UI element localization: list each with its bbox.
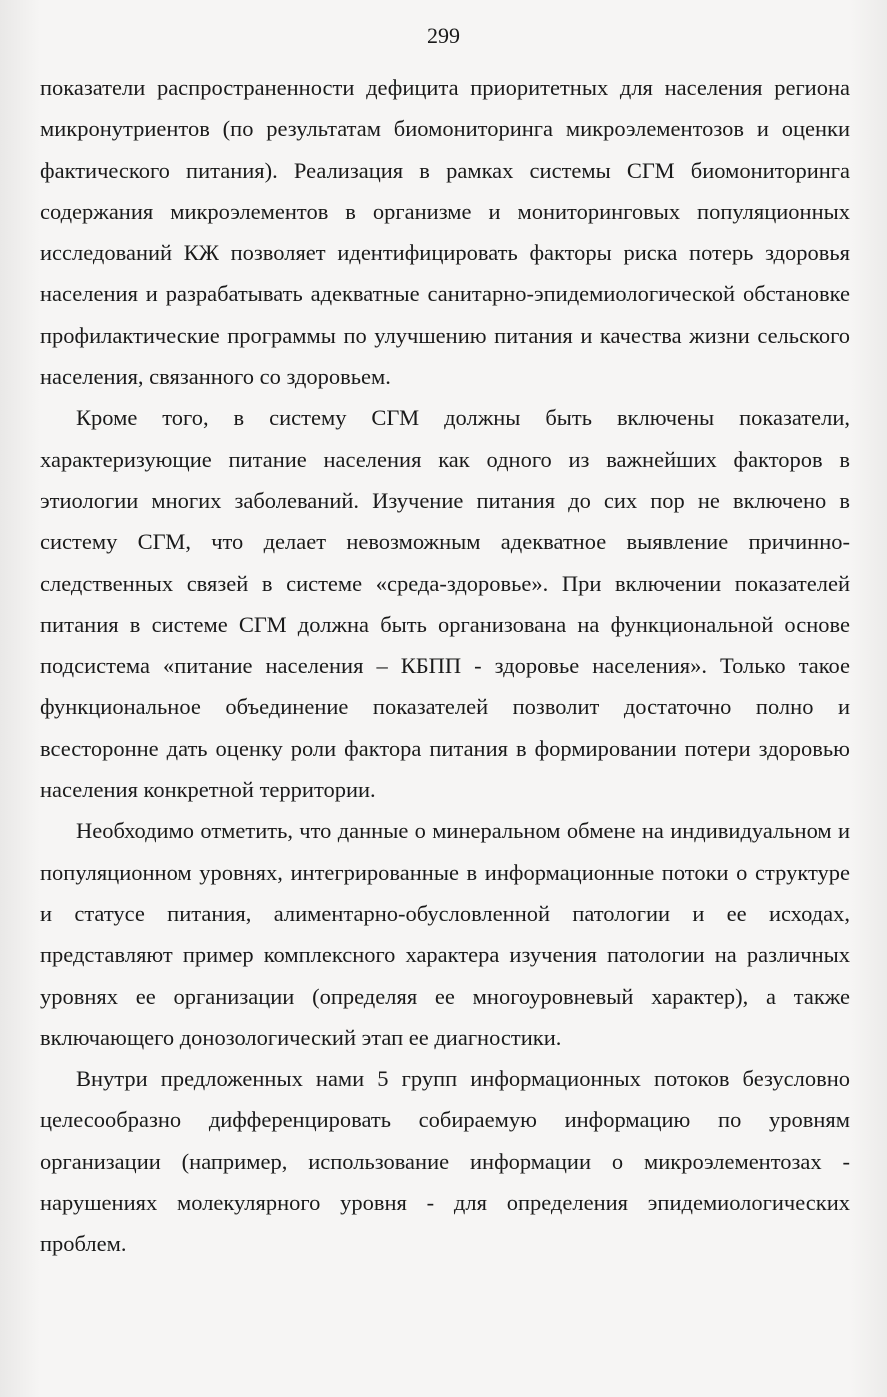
- paragraph-2: Кроме того, в систему СГМ должны быть включены показатели, характеризующие питание населения как одного из важнейших факторов в этиологии многих заболеваний. Изучение питания до сих пор не включено в систему СГМ, что делает невозможным адекватное выявление причинно-следственных связей в системе «среда-здоровье». При включении показателей питания в системе СГМ должна быть организована на функциональной основе подсистема «питание населения – КБПП - здоровье населения». Только такое функциональное объединение показателей позволит достаточно полно и всесторонне дать оценку роли фактора питания в формировании потери здоровью населения конкретной территории.: [40, 405, 850, 803]
- page-number: 299: [427, 23, 460, 48]
- paragraph-3: Необходимо отметить, что данные о минеральном обмене на индивидуальном и популяционном уровнях, интегрированные в информационные потоки о структуре и статусе питания, алиментарно-обусловленной патологии и ее исходах, представляют пример комплексного характера изучения патологии на различных уровнях ее организации (определяя ее многоуровневый характер), а также включающего донозологический этап ее диагностики.: [40, 818, 850, 1050]
- paragraph-1: показатели распространенности дефицита приоритетных для населения региона микронутриентов (по результатам биомониторинга микроэлементозов и оценки фактического питания). Реализация в рамках системы СГМ биомониторинга содержания микроэлементов в организме и мониторинговых популяционных исследований КЖ позволяет идентифицировать факторы риска потерь здоровья населения и разрабатывать адекватные санитарно-эпидемиологической обстановке профилактические программы по улучшению питания и качества жизни сельского населения, связанного со здоровьем.: [40, 75, 850, 390]
- paragraph-4: Внутри предложенных нами 5 групп информационных потоков безусловно целесообразно дифференцировать собираемую информацию по уровням организации (например, использование информации о микроэлементозах - нарушениях молекулярного уровня - для определения эпидемиологических проблем.: [40, 1066, 850, 1257]
- body-text: [40, 67, 850, 1265]
